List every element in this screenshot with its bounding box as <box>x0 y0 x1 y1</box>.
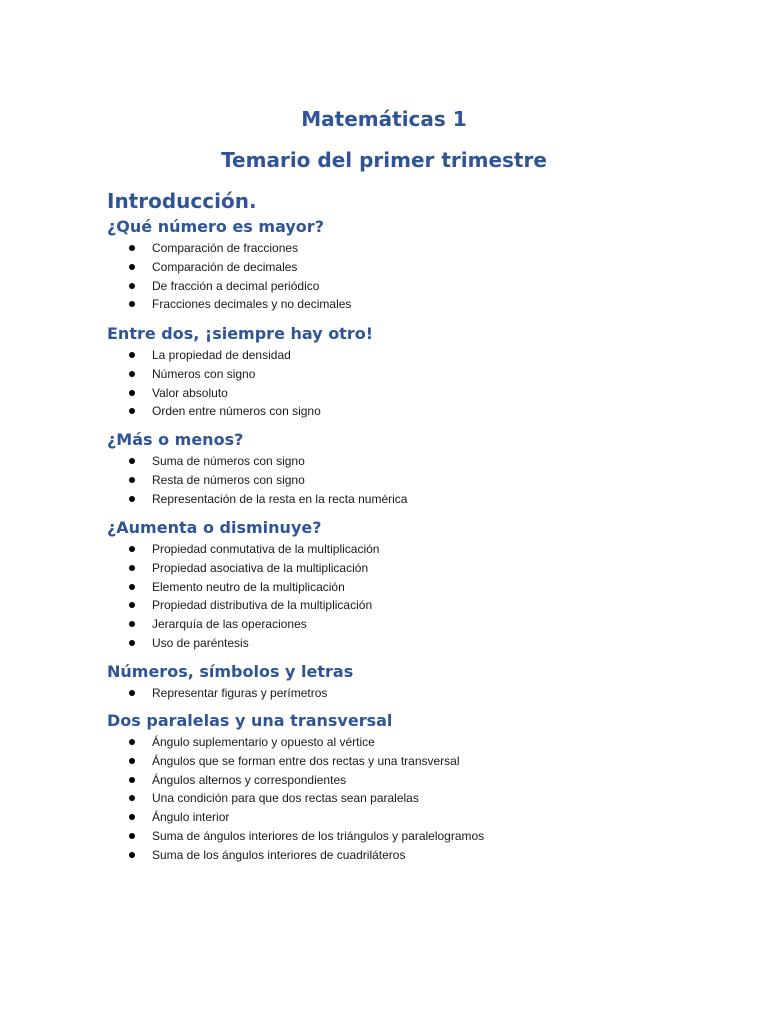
section-heading: Entre dos, ¡siempre hay otro! <box>107 324 374 343</box>
bullet-icon <box>129 301 135 307</box>
bullet-list <box>107 684 707 703</box>
list-item <box>107 827 707 846</box>
section-que-numero-es-mayor <box>107 217 707 314</box>
section-heading: ¿Qué número es mayor? <box>107 217 324 236</box>
list-item <box>107 789 707 808</box>
list-item-text: Comparación de decimales <box>152 259 298 274</box>
list-item-text: Una condición para que dos rectas sean paralelas <box>152 791 419 806</box>
list-item <box>107 559 707 578</box>
list-item-text: La propiedad de densidad <box>152 348 291 362</box>
list-item <box>107 365 707 384</box>
section-mas-o-menos <box>107 430 707 508</box>
list-item-text: Representación de la resta en la recta numérica <box>152 491 408 506</box>
list-item-text: Suma de números con signo <box>152 454 305 468</box>
list-item-text: Propiedad conmutativa de la multiplicación <box>152 542 380 556</box>
list-item-text: Números con signo <box>152 366 256 381</box>
section-heading: ¿Más o menos? <box>107 430 244 449</box>
bullet-list <box>107 452 707 508</box>
list-item <box>107 752 707 771</box>
list-item <box>107 634 707 653</box>
bullet-icon <box>129 814 135 820</box>
bullet-icon <box>129 264 135 270</box>
document-subtitle: Temario del primer trimestre <box>221 148 547 172</box>
bullet-icon <box>129 621 135 627</box>
list-item-text: Elemento neutro de la multiplicación <box>152 579 345 594</box>
list-item-text: Fracciones decimales y no decimales <box>152 297 352 312</box>
bullet-icon <box>129 602 135 608</box>
bullet-icon <box>129 739 135 745</box>
section-heading: ¿Aumenta o disminuye? <box>107 518 322 537</box>
bullet-list <box>107 540 707 653</box>
bullet-icon <box>129 690 135 696</box>
list-item-text: Ángulo interior <box>152 810 230 825</box>
list-item-text: Valor absoluto <box>152 385 228 400</box>
list-item <box>107 615 707 634</box>
list-item-text: Suma de los ángulos interiores de cuadriláteros <box>152 847 406 862</box>
list-item-text: Propiedad distributiva de la multiplicación <box>152 598 373 613</box>
bullet-icon <box>129 352 135 358</box>
list-item-text: Representar figuras y perímetros <box>152 686 328 700</box>
bullet-icon <box>129 758 135 764</box>
list-item <box>107 846 707 865</box>
list-item-text: Ángulos que se forman entre dos rectas y una transversal <box>152 753 460 768</box>
list-item <box>107 596 707 615</box>
bullet-icon <box>129 565 135 571</box>
bullet-icon <box>129 458 135 464</box>
bullet-icon <box>129 477 135 483</box>
list-item <box>107 346 707 365</box>
intro-heading: Introducción. <box>107 189 257 213</box>
bullet-icon <box>129 833 135 839</box>
list-item-text: Uso de paréntesis <box>152 635 249 650</box>
bullet-icon <box>129 546 135 552</box>
list-item <box>107 384 707 403</box>
section-aumenta-o-disminuye <box>107 518 707 653</box>
list-item-text: De fracción a decimal periódico <box>152 278 320 293</box>
list-item <box>107 277 707 296</box>
section-entre-dos <box>107 324 707 421</box>
bullet-icon <box>129 640 135 646</box>
list-item-text: Comparación de fracciones <box>152 241 299 255</box>
section-heading: Números, símbolos y letras <box>107 662 354 681</box>
list-item-text: Propiedad asociativa de la multiplicación <box>152 560 369 575</box>
bullet-icon <box>129 496 135 502</box>
bullet-list <box>107 733 707 865</box>
bullet-icon <box>129 795 135 801</box>
bullet-icon <box>129 371 135 377</box>
list-item <box>107 733 707 752</box>
list-item <box>107 402 707 421</box>
section-numeros-simbolos-letras <box>107 662 707 703</box>
bullet-list <box>107 239 707 314</box>
list-item <box>107 258 707 277</box>
bullet-icon <box>129 245 135 251</box>
list-item <box>107 295 707 314</box>
list-item <box>107 684 707 703</box>
list-item-text: Ángulos alternos y correspondientes <box>152 772 347 787</box>
list-item <box>107 540 707 559</box>
list-item-text: Orden entre números con signo <box>152 404 321 419</box>
section-dos-paralelas <box>107 711 707 865</box>
section-heading: Dos paralelas y una transversal <box>107 711 393 730</box>
list-item-text: Resta de números con signo <box>152 472 305 487</box>
document-title: Matemáticas 1 <box>301 107 467 131</box>
bullet-icon <box>129 852 135 858</box>
list-item <box>107 490 707 509</box>
list-item <box>107 771 707 790</box>
list-item <box>107 808 707 827</box>
bullet-icon <box>129 283 135 289</box>
list-item <box>107 578 707 597</box>
list-item <box>107 452 707 471</box>
list-item-text: Jerarquía de las operaciones <box>152 617 307 632</box>
list-item <box>107 239 707 258</box>
list-item <box>107 471 707 490</box>
list-item-text: Suma de ángulos interiores de los triángulos y paralelogramos <box>152 828 485 843</box>
bullet-icon <box>129 777 135 783</box>
bullet-icon <box>129 408 135 414</box>
bullet-icon <box>129 584 135 590</box>
bullet-list <box>107 346 707 421</box>
list-item-text: Ángulo suplementario y opuesto al vértice <box>152 735 375 749</box>
bullet-icon <box>129 390 135 396</box>
